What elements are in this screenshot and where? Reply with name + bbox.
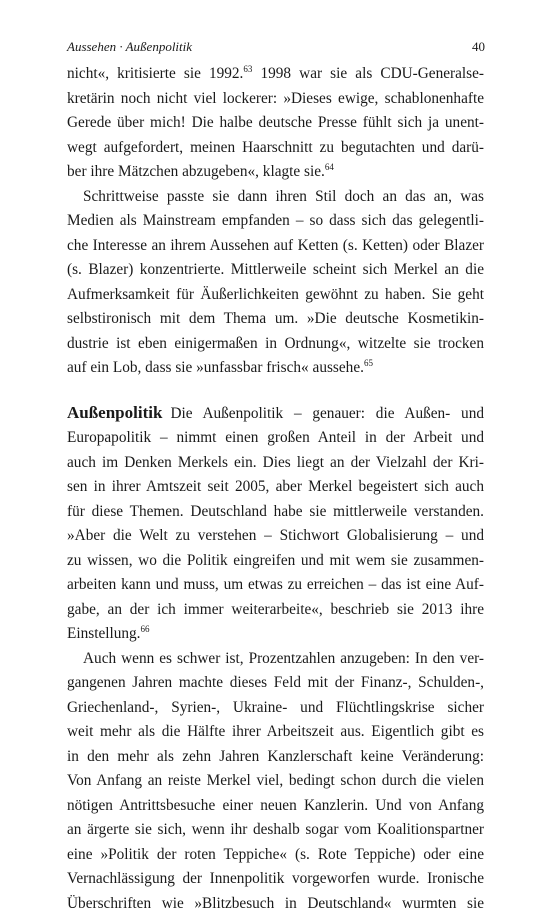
paragraph-aussehen-1 [67, 62, 484, 185]
text-line: für diese Themen. Deutschland habe sie mittlerweile verstanden. [67, 500, 484, 525]
section-first-line [67, 401, 484, 427]
footnote-ref: 63 [243, 64, 252, 74]
text-line: Europapolitik – nimmt einen großen Anteil in der Arbeit und [67, 426, 484, 451]
text-line: Auch wenn es schwer ist, Prozentzahlen anzugeben: In den ver- [67, 647, 484, 672]
text-line: Aufmerksamkeit für Äußerlichkeiten gewöhnt zu haben. Sie geht [67, 283, 484, 308]
text-line: dustrie ist eben einigermaßen in Ordnung«, witzelte sie trocken [67, 332, 484, 357]
paragraph-aussenpolitik-2 [67, 647, 484, 916]
text-line: Medien als Mainstream empfanden – so dass sich das gelegentli- [67, 209, 484, 234]
text-line: nötigen Antrittsbesuche einer neuen Kanzlerin. Und von Anfang [67, 794, 484, 819]
text-line: Vernachlässigung der Innenpolitik vorgeworfen wurde. Ironische [67, 867, 484, 892]
text-line: arbeiten kann und muss, um etwas zu erreichen – das ist eine Auf- [67, 573, 484, 598]
text-line: gabe, an der ich immer weiterarbeite«, beschrieb sie 2013 ihre [67, 598, 484, 623]
text-line: auf ein Lob, dass sie »unfassbar frisch« aussehe.$^{65}$ [67, 356, 484, 381]
section-first-line-text: Die Außenpolitik – genauer: die Außen- und [170, 405, 484, 422]
text-line: ber ihre Mätzchen abzugeben«, klagte sie.$^{64}$ [67, 160, 484, 185]
text-line: nicht«, kritisierte sie 1992.63 1998 war sie als CDU-Generalse- [67, 62, 484, 87]
footnote-ref: 64 [325, 162, 334, 172]
text-line: Griechenland-, Syrien-, Ukraine- und Flüchtlingskrise sicher [67, 696, 484, 721]
body-text [67, 62, 484, 916]
text-line: eine »Politik der roten Teppiche« (s. Rote Teppiche) oder eine [67, 843, 484, 868]
text-line: Gerede über mich! Die halbe deutsche Presse fühlt sich ja unent- [67, 111, 484, 136]
text-line: selbstironisch mit dem Thema um. »Die deutsche Kosmetikin- [67, 307, 484, 332]
paragraph-aussehen-2 [67, 185, 484, 381]
text-line: zu wissen, wo die Politik eingreifen und mit wem sie zusammen- [67, 549, 484, 574]
text-line: sen in ihrer Amtszeit seit 2005, aber Merkel begeistert sich auch [67, 475, 484, 500]
section-heading: Außenpolitik [67, 403, 162, 422]
text-line: Überschriften wie »Blitzbesuch in Deutschland« wurmten sie [67, 892, 484, 916]
text-line: kretärin noch nicht viel lockerer: »Dieses ewige, schablonenhafte [67, 87, 484, 112]
text-line: wegt aufgefordert, meinen Haarschnitt zu begutachten und darü- [67, 136, 484, 161]
text-line: in den mehr als zehn Jahren Kanzlerschaft keine Veränderung: [67, 745, 484, 770]
text-line: gangenen Jahren machte dieses Feld mit der Finanz-, Schulden-, [67, 671, 484, 696]
text-line: Schrittweise passte sie dann ihren Stil doch an das an, was [67, 185, 484, 210]
paragraph-aussenpolitik-1 [67, 426, 484, 647]
text-line: weit mehr als die Hälfte ihrer Arbeitszeit aus. Eigentlich gibt es [67, 720, 484, 745]
text-line: auch im Denken Merkels ein. Dies liegt an der Vielzahl der Kri- [67, 451, 484, 476]
text-line: (s. Blazer) konzentrierte. Mittlerweile scheint sich Merkel an die [67, 258, 484, 283]
running-title: Aussehen · Außenpolitik [67, 39, 192, 55]
text-line: Von Anfang an reiste Merkel viel, bedingt schon durch die vielen [67, 769, 484, 794]
footnote-ref: 66 [141, 624, 150, 634]
text-line: Einstellung.$^{66}$ [67, 622, 484, 647]
running-header [67, 39, 485, 55]
page-number: 40 [472, 39, 485, 55]
text-line: an ärgerte sie sich, wenn ihr deshalb sogar vom Koalitionspartner [67, 818, 484, 843]
text-line: che Interesse an ihrem Aussehen auf Ketten (s. Ketten) oder Blazer [67, 234, 484, 259]
footnote-ref: 65 [364, 358, 373, 368]
text-line: »Aber die Welt zu verstehen – Stichwort Globalisierung – und [67, 524, 484, 549]
